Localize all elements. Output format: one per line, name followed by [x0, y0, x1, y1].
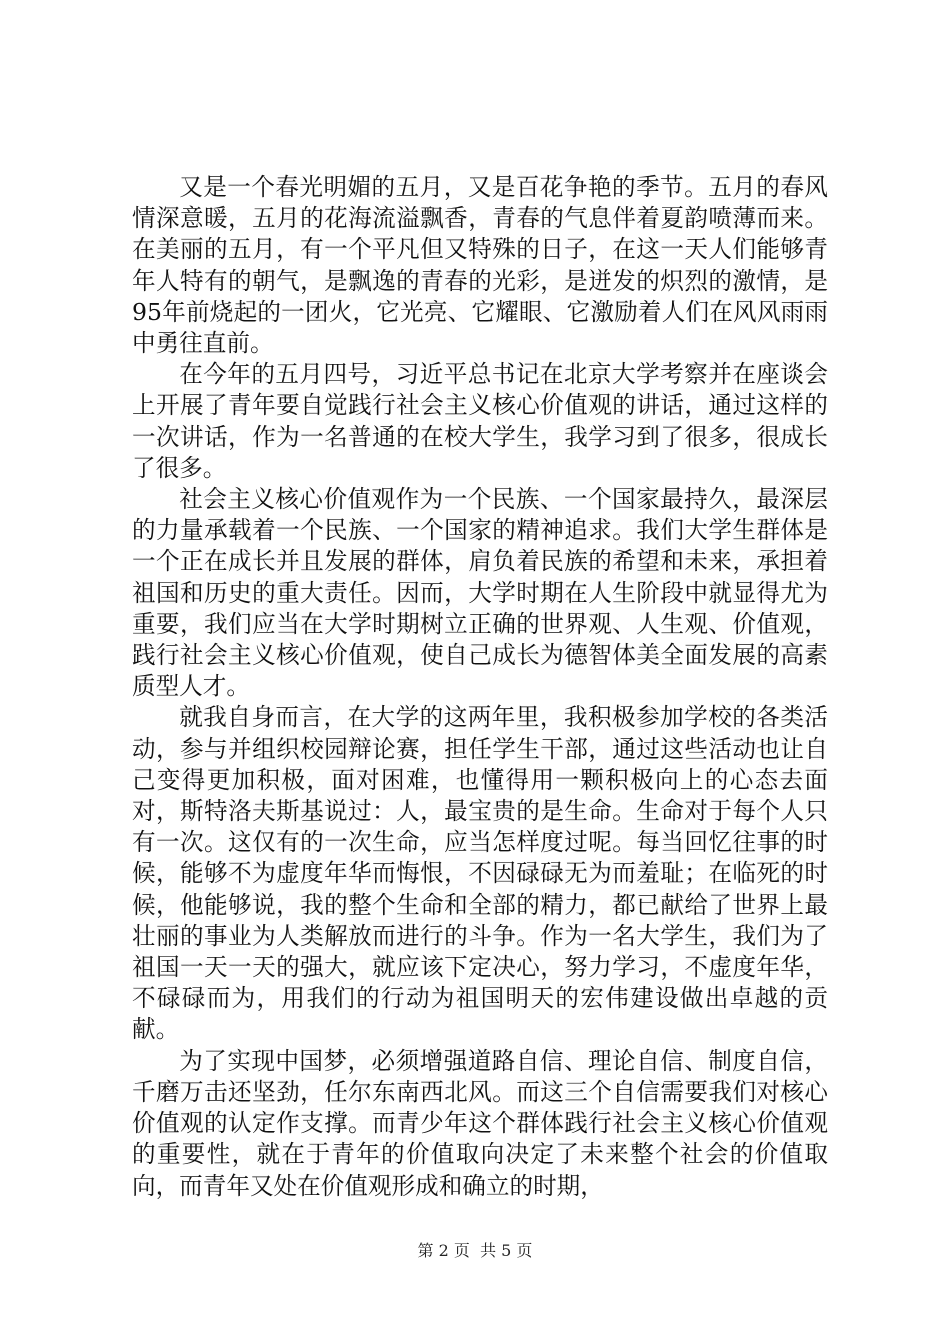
- paragraph: 在今年的五月四号，习近平总书记在北京大学考察并在座谈会上开展了青年要自觉践行社会主义核心价值观的讲话，通过这样的一次讲话，作为一名普通的在校大学生，我学习到了很多，很成长了很多。: [132, 360, 828, 482]
- paragraph: 社会主义核心价值观作为一个民族、一个国家最持久，最深层的力量承载着一个民族、一个国家的精神追求。我们大学生群体是一个正在成长并且发展的群体，肩负着民族的希望和未来，承担着祖国和历史的重大责任。因而，大学时期在人生阶段中就显得尤为重要，我们应当在大学时期树立正确的世界观、人生观、价值观，践行社会主义核心价值观，使自己成长为德智体美全面发展的高素质型人才。: [132, 485, 828, 701]
- document-body: [132, 172, 828, 1202]
- page-number-footer: 第 2 页 共 5 页: [417, 1241, 533, 1260]
- paragraph: 为了实现中国梦，必须增强道路自信、理论自信、制度自信，千磨万击还坚劲，任尔东南西北风。而这三个自信需要我们对核心价值观的认定作支撑。而青少年这个群体践行社会主义核心价值观的重要性，就在于青年的价值取向决定了未来整个社会的价值取向，而青年又处在价值观形成和确立的时期，: [132, 1046, 828, 1200]
- paragraph: 又是一个春光明媚的五月，又是百花争艳的季节。五月的春风情深意暖，五月的花海流溢飘香，青春的气息伴着夏韵喷薄而来。在美丽的五月，有一个平凡但又特殊的日子，在这一天人们能够青年人特有的朝气，是飘逸的青春的光彩，是迸发的炽烈的激情，是95年前烧起的一团火，它光亮、它耀眼、它激励着人们在风风雨雨中勇往直前。: [132, 173, 828, 358]
- paragraph: 就我自身而言，在大学的这两年里，我积极参加学校的各类活动，参与并组织校园辩论赛，担任学生干部，通过这些活动也让自己变得更加积极，面对困难，也懂得用一颗积极向上的心态去面对，斯特洛夫斯基说过：人，最宝贵的是生命。生命对于每个人只有一次。这仅有的一次生命，应当怎样度过呢。每当回忆往事的时候，能够不为虚度年华而悔恨，不因碌碌无为而羞耻；在临死的时候，他能够说，我的整个生命和全部的精力，都已献给了世界上最壮丽的事业为人类解放而进行的斗争。作为一名大学生，我们为了祖国一天一天的强大，就应该下定决心，努力学习，不虚度年华，不碌碌而为，用我们的行动为祖国明天的宏伟建设做出卓越的贡献。: [132, 703, 828, 1044]
